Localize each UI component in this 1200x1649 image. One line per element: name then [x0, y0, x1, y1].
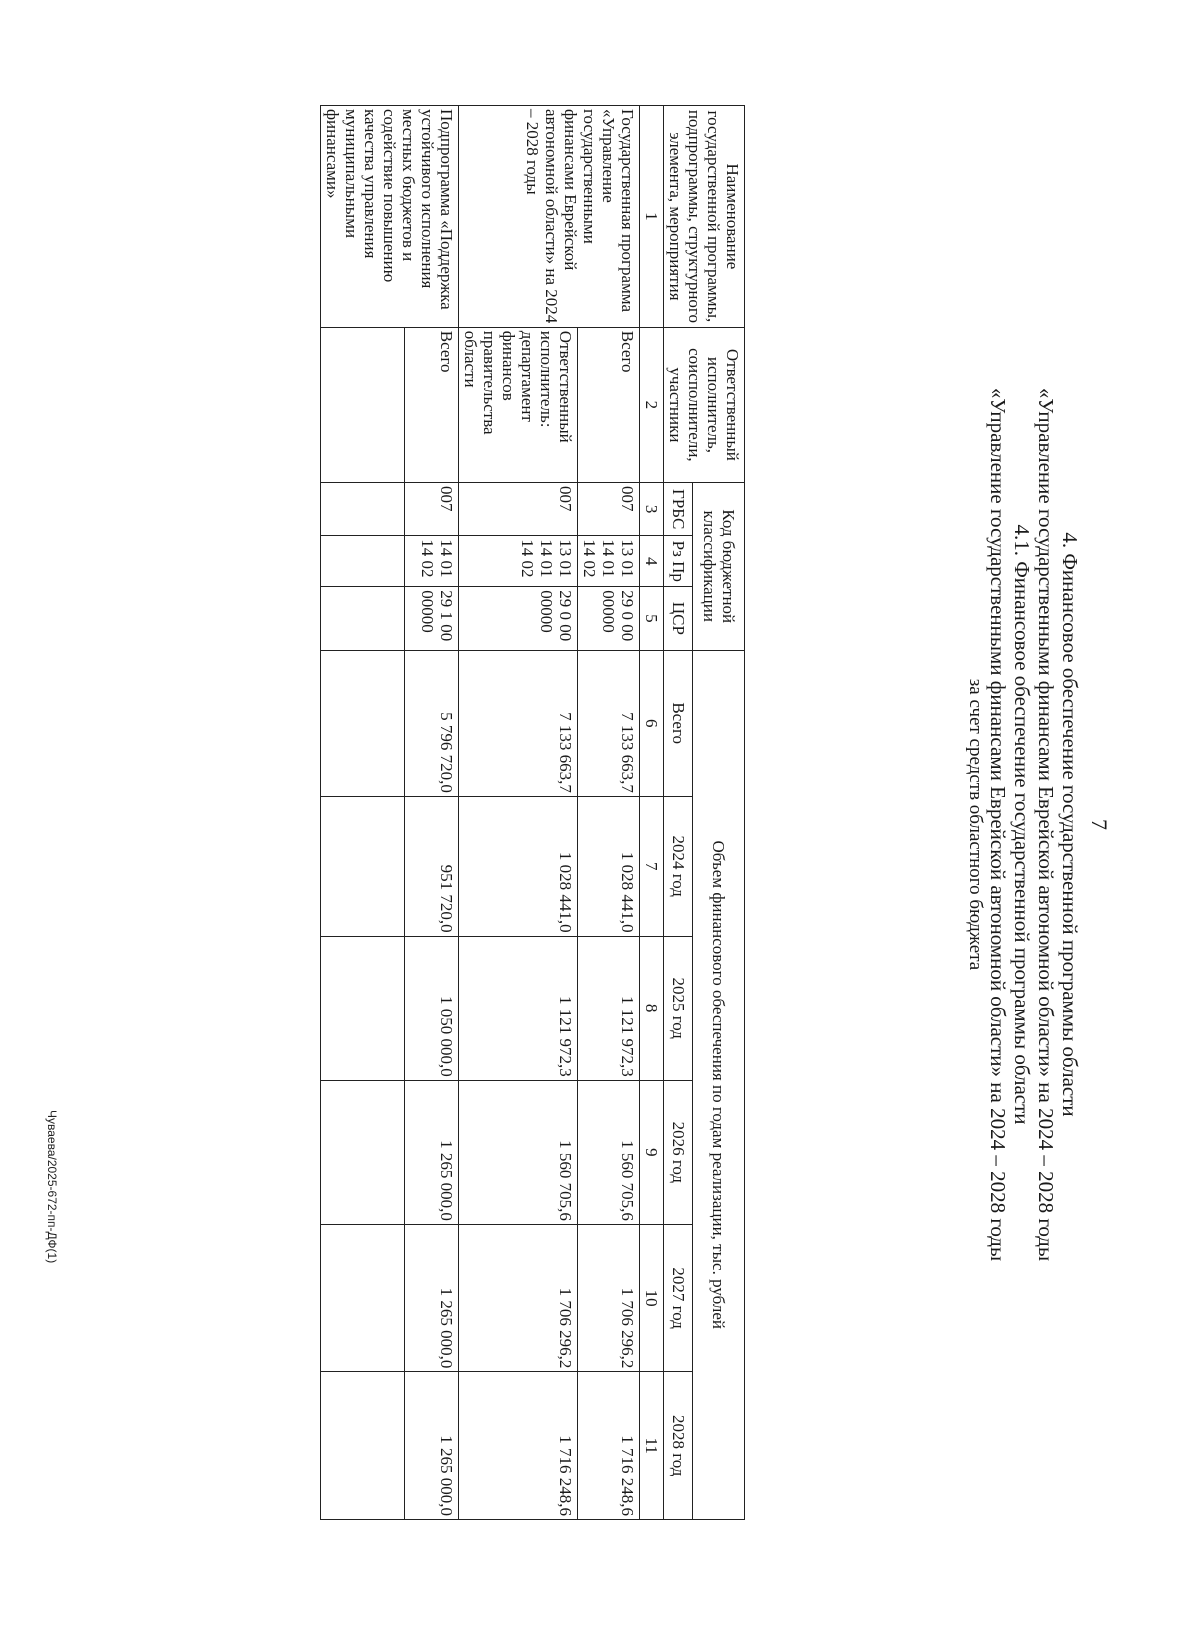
- header-2027: 2027 год: [664, 1224, 693, 1371]
- column-number: 8: [640, 936, 664, 1080]
- y2025-cell: 1 121 972,3: [459, 936, 578, 1080]
- column-number: 10: [640, 1224, 664, 1371]
- y2028-cell: 1 265 000,0: [405, 1372, 459, 1520]
- column-number: 4: [640, 536, 664, 587]
- rzpr-cell: 14 01 14 02: [405, 536, 459, 587]
- column-number-row: [640, 106, 664, 1520]
- subsection-title-program: «Управление государственными финансами Еврейской автономной области» на 2024 – 2028 годы: [986, 387, 1010, 1262]
- column-number: 3: [640, 483, 664, 536]
- empty-cell: [321, 1080, 405, 1224]
- column-number: 11: [640, 1372, 664, 1520]
- empty-cell: [321, 587, 405, 650]
- y2028-cell: 1 716 248,6: [578, 1372, 640, 1520]
- y2026-cell: 1 265 000,0: [405, 1080, 459, 1224]
- grbs-cell: 007: [459, 483, 578, 536]
- empty-cell: [321, 936, 405, 1080]
- document-reference: Чуваева/2025-672-пп-ДФ(1): [45, 1110, 59, 1264]
- page-number: 7: [1087, 819, 1112, 830]
- y2027-cell: 1 265 000,0: [405, 1224, 459, 1371]
- empty-cell: [321, 796, 405, 936]
- y2024-cell: 1 028 441,0: [578, 796, 640, 936]
- csr-cell: 29 0 00 00000: [459, 587, 578, 650]
- header-2024: 2024 год: [664, 796, 693, 936]
- rzpr-cell: 13 01 14 01 14 02: [578, 536, 640, 587]
- header-total: Всего: [664, 650, 693, 796]
- subprogram-name-cell: Подпрограмма «Поддержка устойчивого исполнения местных бюджетов и содействие повышению качества управления муниципальными финансами»: [321, 106, 459, 328]
- column-number: 5: [640, 587, 664, 650]
- header-csr: ЦСР: [664, 587, 693, 650]
- empty-cell: [321, 650, 405, 796]
- csr-cell: 29 0 00 00000: [578, 587, 640, 650]
- y2028-cell: 1 716 248,6: [459, 1372, 578, 1520]
- grbs-cell: 007: [578, 483, 640, 536]
- header-executor: Ответственный исполнитель, соисполнители, участники: [664, 327, 745, 482]
- column-number: 6: [640, 650, 664, 796]
- total-cell: 5 796 720,0: [405, 650, 459, 796]
- header-2028: 2028 год: [664, 1372, 693, 1520]
- document-heading: [964, 0, 1082, 1649]
- rzpr-cell: 13 01 14 01 14 02: [459, 536, 578, 587]
- header-2025: 2025 год: [664, 936, 693, 1080]
- empty-cell: [321, 327, 405, 482]
- header-code-group: Код бюджетной классификации: [693, 483, 745, 650]
- empty-cell: [321, 1224, 405, 1371]
- header-name: Наименование государственной программы, подпрограммы, структурного элемента, мероприятия: [664, 106, 745, 328]
- header-rzpr: Рз Пр: [664, 536, 693, 587]
- column-number: 9: [640, 1080, 664, 1224]
- empty-cell: [321, 483, 405, 536]
- grbs-cell: 007: [405, 483, 459, 536]
- y2024-cell: 1 028 441,0: [459, 796, 578, 936]
- y2026-cell: 1 560 705,6: [459, 1080, 578, 1224]
- program-name-cell: Государственная программа «Управление государственными финансами Еврейской автономной области» на 2024 – 2028 годы: [459, 106, 640, 328]
- table-row: [578, 106, 640, 1520]
- y2027-cell: 1 706 296,2: [459, 1224, 578, 1371]
- executor-cell: Всего: [405, 327, 459, 482]
- column-number: 7: [640, 796, 664, 936]
- table-row: [405, 106, 459, 1520]
- section-title: 4. Финансовое обеспечение государственной программы области: [1058, 532, 1082, 1117]
- y2025-cell: 1 050 000,0: [405, 936, 459, 1080]
- y2027-cell: 1 706 296,2: [578, 1224, 640, 1371]
- column-number: 1: [640, 106, 664, 328]
- executor-cell: Всего: [578, 327, 640, 482]
- financing-table: [320, 105, 745, 1520]
- header-grbs: ГРБС: [664, 483, 693, 536]
- header-volume-group: Объем финансового обеспечения по годам реализации, тыс. рублей: [693, 650, 745, 1520]
- empty-cell: [321, 536, 405, 587]
- empty-cell: [321, 1372, 405, 1520]
- subsection-title-source: за счет средств областного бюджета: [965, 678, 986, 971]
- csr-cell: 29 1 00 00000: [405, 587, 459, 650]
- executor-cell: Ответственный исполнитель: департамент финансов правительства области: [459, 327, 578, 482]
- header-row-1: [693, 106, 745, 1520]
- column-number: 2: [640, 327, 664, 482]
- total-cell: 7 133 663,7: [459, 650, 578, 796]
- header-2026: 2026 год: [664, 1080, 693, 1224]
- y2024-cell: 951 720,0: [405, 796, 459, 936]
- section-title-program: «Управление государственными финансами Еврейской автономной области» на 2024 – 2028 годы: [1034, 387, 1058, 1262]
- y2026-cell: 1 560 705,6: [578, 1080, 640, 1224]
- total-cell: 7 133 663,7: [578, 650, 640, 796]
- subsection-title: 4.1. Финансовое обеспечение государственной программы области: [1010, 524, 1034, 1125]
- y2025-cell: 1 121 972,3: [578, 936, 640, 1080]
